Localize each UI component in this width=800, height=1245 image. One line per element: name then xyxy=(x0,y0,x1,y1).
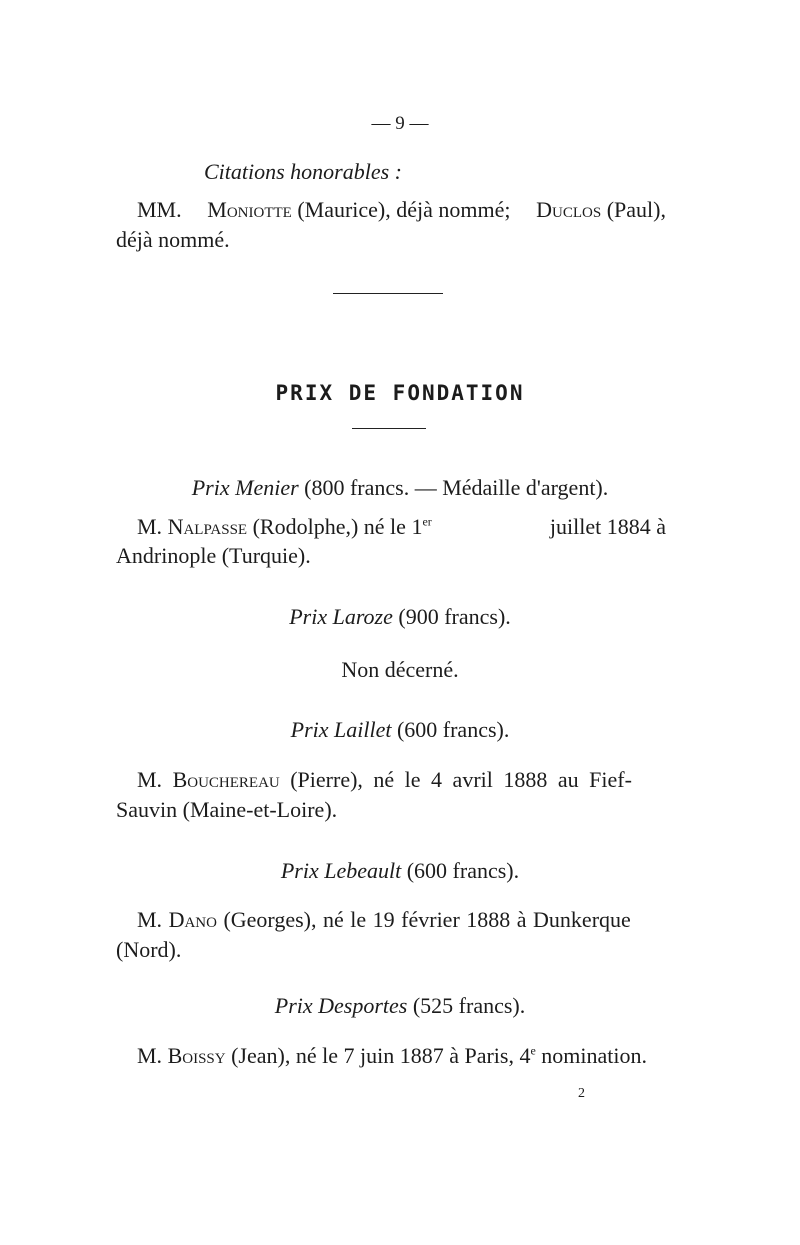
award-entry xyxy=(137,767,632,792)
prize-name: Prix Lebeault xyxy=(280,858,402,883)
citations-heading: Citations honorables : xyxy=(204,159,403,184)
award-menier-line-2: Andrinople (Turquie). xyxy=(116,543,311,568)
surname-nalpasse: Nalpasse xyxy=(167,514,248,539)
citations-line-1 xyxy=(116,196,666,224)
prize-name: Prix Laroze xyxy=(289,604,393,629)
award-entry xyxy=(137,907,631,932)
award-laillet-line-2: Sauvin (Maine-et-Loire). xyxy=(116,797,338,822)
title-underline xyxy=(352,428,426,429)
prize-title-lebeault xyxy=(0,857,800,885)
laureate-duclos xyxy=(536,196,666,224)
award-text-a: (Jean), né le 7 juin 1887 à Paris, 4 xyxy=(231,1043,531,1068)
prize-details: (525 francs). xyxy=(412,993,526,1018)
citations-line-2: déjà nommé. xyxy=(116,227,230,252)
prize-title-menier xyxy=(0,474,800,502)
citations-prefix: MM. xyxy=(137,197,182,222)
laureate-moniotte xyxy=(207,196,510,224)
award-prefix: M. xyxy=(137,767,163,792)
prize-title-laroze xyxy=(0,603,800,631)
surname-duclos: Duclos xyxy=(536,197,602,222)
prize-title-laillet xyxy=(0,716,800,744)
award-entry xyxy=(137,513,432,541)
award-laillet-line-1 xyxy=(116,766,666,794)
award-text: (Pierre), né le 4 avril 1888 au Fief- xyxy=(290,767,632,792)
page-number: — 9 — xyxy=(371,113,429,134)
surname-boissy: Boissy xyxy=(167,1043,226,1068)
prize-name: Prix Laillet xyxy=(290,717,392,742)
award-laroze-status: Non décerné. xyxy=(341,657,459,682)
award-text: (Georges), né le 19 février 1888 à Dunkerque xyxy=(223,907,631,932)
prize-details: (800 francs. — Médaille d'argent). xyxy=(304,475,609,500)
surname-dano: Dano xyxy=(168,907,217,932)
prize-name: Prix Desportes xyxy=(274,993,408,1018)
award-lebeault-line-1 xyxy=(116,906,666,934)
award-prefix: M. xyxy=(137,514,163,539)
award-prefix: M. xyxy=(137,1043,163,1068)
section-title: PRIX DE FONDATION xyxy=(275,381,525,405)
award-lebeault-line-2: (Nord). xyxy=(116,937,182,962)
award-desportes-line-1 xyxy=(116,1042,666,1070)
award-text-b: juillet 1884 à xyxy=(549,514,666,539)
award-text-a: (Rodolphe,) né le 1 xyxy=(252,514,423,539)
prize-details: (600 francs). xyxy=(406,858,520,883)
award-entry xyxy=(137,1043,647,1068)
section-divider xyxy=(333,293,443,294)
prize-details: (600 francs). xyxy=(396,717,510,742)
ordinal-suffix: e xyxy=(530,1043,536,1058)
prize-name: Prix Menier xyxy=(191,475,299,500)
signature-mark: 2 xyxy=(578,1086,585,1101)
citations-rest-1: (Maurice), déjà nommé; xyxy=(297,197,511,222)
ordinal-suffix: er xyxy=(422,514,432,529)
prize-title-desportes xyxy=(0,992,800,1020)
surname-moniotte: Moniotte xyxy=(207,197,292,222)
citations-rest-2: (Paul), xyxy=(606,197,666,222)
award-menier-line-1 xyxy=(116,513,666,541)
award-text-b: nomination. xyxy=(541,1043,648,1068)
surname-bouchereau: Bouchereau xyxy=(172,767,280,792)
prize-details: (900 francs). xyxy=(398,604,511,629)
award-prefix: M. xyxy=(137,907,163,932)
